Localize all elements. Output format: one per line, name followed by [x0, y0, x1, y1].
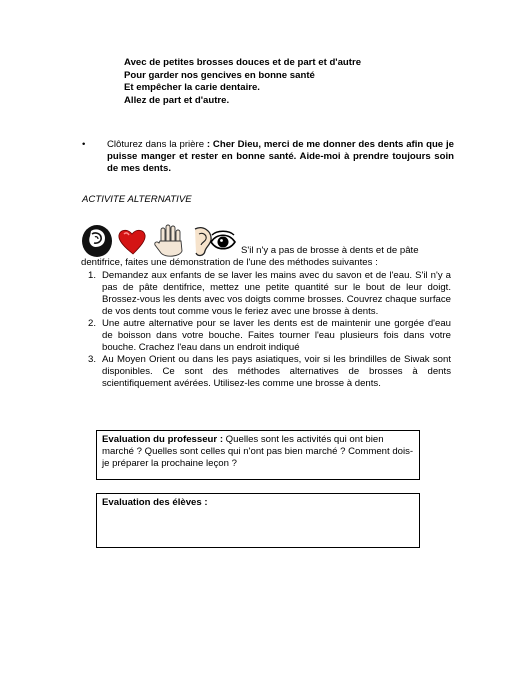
- poem-line: Pour garder nos gencives en bonne santé: [124, 69, 315, 81]
- step-number: 2.: [88, 318, 97, 329]
- teacher-evaluation-box: [96, 430, 420, 480]
- alternative-steps: [81, 270, 451, 390]
- teacher-evaluation-text: Quelles sont les activités qui ont bien marché ? Quelles sont celles qui n'ont pas bien marché ? Comment dois-je préparer la prochaine leçon ?: [102, 434, 414, 469]
- step-text: Demandez aux enfants de se laver les mains avec du savon et de l'eau. S'il n'y a pas de pâte dentifrice, mettez une petite quantité sur le bout de leur doigt. Brossez-vous les dents avec vos doigts comme brosses. Couvrez chaque surface de vos dents tout comme vous le feriez avec une brosse à dents.: [102, 270, 451, 317]
- prayer-text: : Cher Dieu, merci de me donner des dents afin que je puisse manger et rester en bonne santé. Aide-moi à prendre toujours soin de mes dents.: [107, 139, 454, 174]
- bullet: •: [82, 139, 86, 150]
- step-text: Au Moyen Orient ou dans les pays asiatiques, voir si les brindilles de Siwak sont disponibles. Ce sont des méthodes alternatives de brosses à dents scientifiquement avérées. Utilisez-les comme une brosse à dents.: [102, 354, 451, 389]
- section-heading: ACTIVITE ALTERNATIVE: [82, 194, 192, 205]
- list-item: [81, 354, 451, 390]
- step-number: 1.: [88, 270, 97, 281]
- list-item: [81, 270, 451, 318]
- poem-line: Et empêcher la carie dentaire.: [124, 82, 260, 94]
- student-evaluation-box: [96, 493, 420, 548]
- step-number: 3.: [88, 354, 97, 365]
- closing-prayer: [82, 139, 454, 175]
- intro-first-line: S'il n'y a pas de brosse à dents et de pâte: [241, 245, 419, 256]
- student-evaluation-label: Evaluation des élèves :: [102, 497, 208, 508]
- alternative-intro: [81, 245, 449, 269]
- step-text: Une autre alternative pour se laver les dents est de maintenir une gorgée d'eau de boisson dans votre bouche. Faites tourner l'eau plusieurs fois dans votre bouche. Crachez l'eau dans un endroit indiqué: [102, 318, 451, 353]
- poem-stanza: [124, 57, 424, 107]
- poem-line: Avec de petites brosses douces et de part et d'autre: [124, 57, 362, 68]
- poem-line: Allez de part et d'autre.: [124, 94, 230, 106]
- prayer-lead: Clôturez dans la prière: [107, 139, 205, 150]
- teacher-evaluation-label: Evaluation du professeur :: [102, 434, 224, 445]
- intro-rest: dentifrice, faites une démonstration de l'une des méthodes suivantes :: [81, 257, 378, 268]
- list-item: [81, 318, 451, 354]
